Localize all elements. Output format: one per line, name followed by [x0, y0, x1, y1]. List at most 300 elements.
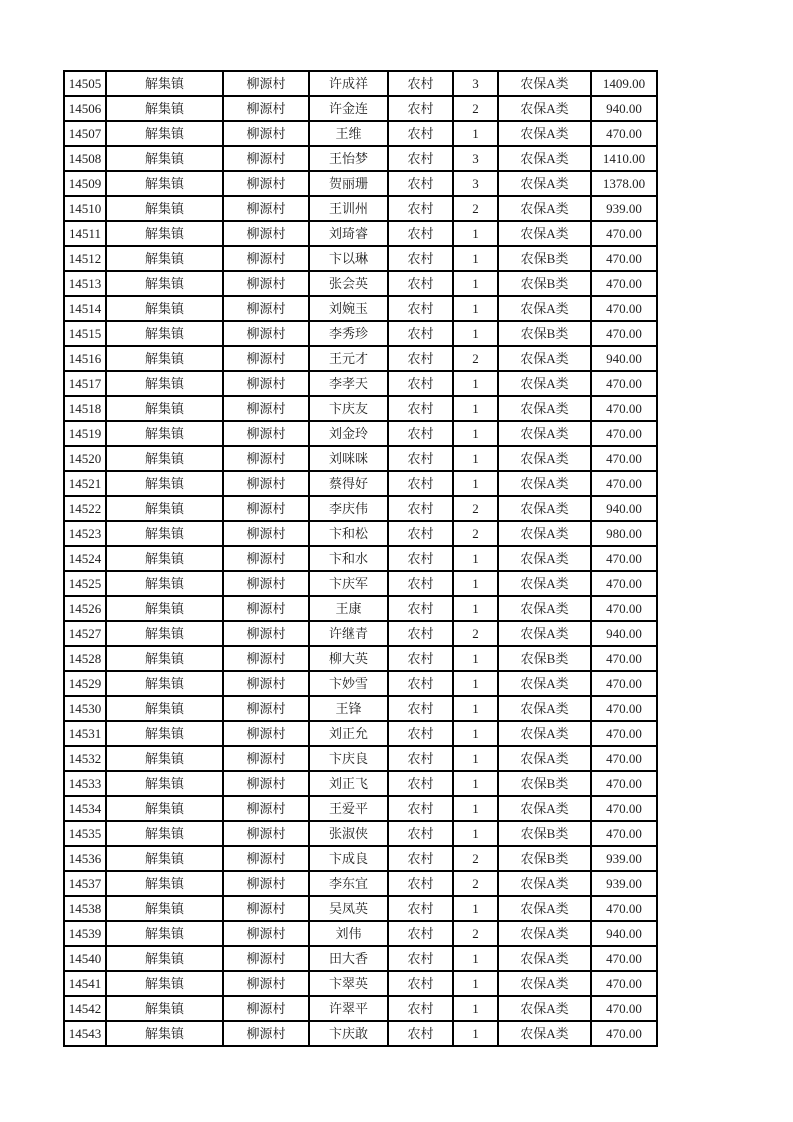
cell-amount: 470.00: [591, 321, 657, 346]
cell-insurance-type: 农保A类: [498, 371, 591, 396]
cell-household-type: 农村: [388, 496, 453, 521]
table-row: [64, 1021, 657, 1046]
cell-town: 解集镇: [106, 296, 223, 321]
cell-village: 柳源村: [223, 796, 309, 821]
cell-household-type: 农村: [388, 421, 453, 446]
cell-seq-no: 14523: [64, 521, 106, 546]
table-row: [64, 796, 657, 821]
cell-seq-no: 14513: [64, 271, 106, 296]
cell-person-count: 3: [453, 171, 498, 196]
cell-insurance-type: 农保B类: [498, 271, 591, 296]
table-row: [64, 771, 657, 796]
cell-insurance-type: 农保A类: [498, 671, 591, 696]
cell-town: 解集镇: [106, 746, 223, 771]
cell-insurance-type: 农保A类: [498, 396, 591, 421]
cell-village: 柳源村: [223, 996, 309, 1021]
cell-seq-no: 14509: [64, 171, 106, 196]
cell-person-name: 卞庆友: [309, 396, 388, 421]
cell-household-type: 农村: [388, 96, 453, 121]
cell-person-name: 王元才: [309, 346, 388, 371]
cell-seq-no: 14533: [64, 771, 106, 796]
cell-town: 解集镇: [106, 771, 223, 796]
table-row: [64, 921, 657, 946]
cell-town: 解集镇: [106, 621, 223, 646]
table-row: [64, 221, 657, 246]
cell-household-type: 农村: [388, 646, 453, 671]
table-row: [64, 846, 657, 871]
cell-village: 柳源村: [223, 121, 309, 146]
cell-person-name: 刘金玲: [309, 421, 388, 446]
cell-household-type: 农村: [388, 621, 453, 646]
cell-amount: 470.00: [591, 996, 657, 1021]
cell-household-type: 农村: [388, 271, 453, 296]
cell-village: 柳源村: [223, 271, 309, 296]
cell-town: 解集镇: [106, 246, 223, 271]
cell-person-name: 卞庆军: [309, 571, 388, 596]
cell-amount: 940.00: [591, 921, 657, 946]
cell-insurance-type: 农保A类: [498, 521, 591, 546]
cell-household-type: 农村: [388, 696, 453, 721]
table-row: [64, 121, 657, 146]
cell-household-type: 农村: [388, 371, 453, 396]
cell-seq-no: 14511: [64, 221, 106, 246]
cell-household-type: 农村: [388, 71, 453, 96]
cell-amount: 470.00: [591, 221, 657, 246]
cell-amount: 1378.00: [591, 171, 657, 196]
cell-person-count: 1: [453, 996, 498, 1021]
cell-village: 柳源村: [223, 396, 309, 421]
cell-person-count: 2: [453, 871, 498, 896]
table-row: [64, 621, 657, 646]
cell-seq-no: 14516: [64, 346, 106, 371]
cell-person-count: 1: [453, 296, 498, 321]
cell-town: 解集镇: [106, 796, 223, 821]
cell-insurance-type: 农保A类: [498, 696, 591, 721]
cell-insurance-type: 农保A类: [498, 471, 591, 496]
cell-person-count: 3: [453, 71, 498, 96]
table-row: [64, 96, 657, 121]
table-row: [64, 321, 657, 346]
cell-village: 柳源村: [223, 821, 309, 846]
cell-person-name: 张会英: [309, 271, 388, 296]
cell-insurance-type: 农保A类: [498, 796, 591, 821]
cell-person-count: 1: [453, 796, 498, 821]
cell-person-count: 1: [453, 696, 498, 721]
cell-person-count: 1: [453, 121, 498, 146]
cell-person-name: 柳大英: [309, 646, 388, 671]
cell-village: 柳源村: [223, 1021, 309, 1046]
cell-person-count: 2: [453, 621, 498, 646]
cell-insurance-type: 农保A类: [498, 621, 591, 646]
cell-town: 解集镇: [106, 571, 223, 596]
table-row: [64, 446, 657, 471]
cell-household-type: 农村: [388, 971, 453, 996]
cell-insurance-type: 农保B类: [498, 646, 591, 671]
cell-town: 解集镇: [106, 896, 223, 921]
cell-village: 柳源村: [223, 346, 309, 371]
cell-person-name: 吴凤英: [309, 896, 388, 921]
table-row: [64, 996, 657, 1021]
table-row: [64, 871, 657, 896]
cell-seq-no: 14530: [64, 696, 106, 721]
cell-seq-no: 14512: [64, 246, 106, 271]
cell-person-name: 刘婉玉: [309, 296, 388, 321]
cell-person-count: 1: [453, 471, 498, 496]
table-row: [64, 171, 657, 196]
cell-insurance-type: 农保B类: [498, 321, 591, 346]
cell-seq-no: 14532: [64, 746, 106, 771]
table-row: [64, 721, 657, 746]
cell-household-type: 农村: [388, 171, 453, 196]
cell-person-count: 1: [453, 546, 498, 571]
cell-seq-no: 14521: [64, 471, 106, 496]
cell-person-name: 李孝天: [309, 371, 388, 396]
cell-insurance-type: 农保A类: [498, 421, 591, 446]
cell-amount: 470.00: [591, 771, 657, 796]
cell-village: 柳源村: [223, 871, 309, 896]
cell-town: 解集镇: [106, 71, 223, 96]
cell-village: 柳源村: [223, 621, 309, 646]
cell-town: 解集镇: [106, 946, 223, 971]
cell-person-name: 卞翠英: [309, 971, 388, 996]
cell-person-count: 1: [453, 321, 498, 346]
cell-town: 解集镇: [106, 696, 223, 721]
cell-person-count: 1: [453, 896, 498, 921]
cell-insurance-type: 农保B类: [498, 771, 591, 796]
cell-person-name: 许金连: [309, 96, 388, 121]
cell-seq-no: 14528: [64, 646, 106, 671]
table-row: [64, 346, 657, 371]
cell-person-count: 1: [453, 596, 498, 621]
cell-village: 柳源村: [223, 746, 309, 771]
cell-amount: 470.00: [591, 896, 657, 921]
table-row: [64, 571, 657, 596]
cell-village: 柳源村: [223, 896, 309, 921]
cell-village: 柳源村: [223, 671, 309, 696]
cell-person-name: 李庆伟: [309, 496, 388, 521]
cell-seq-no: 14519: [64, 421, 106, 446]
cell-town: 解集镇: [106, 496, 223, 521]
cell-household-type: 农村: [388, 521, 453, 546]
cell-insurance-type: 农保A类: [498, 1021, 591, 1046]
cell-town: 解集镇: [106, 371, 223, 396]
cell-person-name: 卞庆敢: [309, 1021, 388, 1046]
cell-insurance-type: 农保A类: [498, 546, 591, 571]
cell-person-name: 王训州: [309, 196, 388, 221]
cell-town: 解集镇: [106, 821, 223, 846]
cell-town: 解集镇: [106, 146, 223, 171]
cell-amount: 470.00: [591, 721, 657, 746]
cell-seq-no: 14540: [64, 946, 106, 971]
cell-town: 解集镇: [106, 921, 223, 946]
cell-seq-no: 14542: [64, 996, 106, 1021]
cell-seq-no: 14531: [64, 721, 106, 746]
cell-seq-no: 14537: [64, 871, 106, 896]
cell-household-type: 农村: [388, 546, 453, 571]
cell-town: 解集镇: [106, 721, 223, 746]
cell-amount: 470.00: [591, 646, 657, 671]
cell-village: 柳源村: [223, 146, 309, 171]
cell-town: 解集镇: [106, 346, 223, 371]
cell-household-type: 农村: [388, 396, 453, 421]
cell-amount: 470.00: [591, 421, 657, 446]
cell-amount: 980.00: [591, 521, 657, 546]
cell-village: 柳源村: [223, 196, 309, 221]
cell-seq-no: 14525: [64, 571, 106, 596]
cell-person-count: 1: [453, 446, 498, 471]
cell-amount: 470.00: [591, 796, 657, 821]
cell-town: 解集镇: [106, 521, 223, 546]
cell-person-name: 许继青: [309, 621, 388, 646]
cell-person-name: 刘咪咪: [309, 446, 388, 471]
cell-seq-no: 14538: [64, 896, 106, 921]
cell-person-count: 1: [453, 571, 498, 596]
table-row: [64, 71, 657, 96]
cell-insurance-type: 农保A类: [498, 921, 591, 946]
cell-amount: 470.00: [591, 246, 657, 271]
cell-household-type: 农村: [388, 721, 453, 746]
cell-amount: 470.00: [591, 296, 657, 321]
cell-village: 柳源村: [223, 771, 309, 796]
cell-insurance-type: 农保A类: [498, 446, 591, 471]
cell-person-name: 王维: [309, 121, 388, 146]
cell-seq-no: 14505: [64, 71, 106, 96]
cell-amount: 940.00: [591, 496, 657, 521]
cell-village: 柳源村: [223, 646, 309, 671]
cell-village: 柳源村: [223, 946, 309, 971]
cell-household-type: 农村: [388, 921, 453, 946]
cell-amount: 470.00: [591, 446, 657, 471]
cell-amount: 470.00: [591, 371, 657, 396]
cell-amount: 470.00: [591, 571, 657, 596]
cell-village: 柳源村: [223, 921, 309, 946]
cell-household-type: 农村: [388, 596, 453, 621]
cell-insurance-type: 农保A类: [498, 596, 591, 621]
cell-seq-no: 14539: [64, 921, 106, 946]
cell-household-type: 农村: [388, 796, 453, 821]
cell-person-name: 刘正飞: [309, 771, 388, 796]
cell-village: 柳源村: [223, 971, 309, 996]
table-row: [64, 646, 657, 671]
cell-insurance-type: 农保A类: [498, 896, 591, 921]
cell-insurance-type: 农保A类: [498, 571, 591, 596]
cell-seq-no: 14543: [64, 1021, 106, 1046]
cell-seq-no: 14522: [64, 496, 106, 521]
table-row: [64, 696, 657, 721]
cell-insurance-type: 农保A类: [498, 871, 591, 896]
cell-person-count: 3: [453, 146, 498, 171]
cell-amount: 470.00: [591, 946, 657, 971]
cell-person-count: 1: [453, 721, 498, 746]
table-row: [64, 671, 657, 696]
payment-table: [63, 70, 658, 1047]
cell-amount: 939.00: [591, 846, 657, 871]
cell-person-count: 2: [453, 521, 498, 546]
cell-town: 解集镇: [106, 1021, 223, 1046]
cell-insurance-type: 农保B类: [498, 846, 591, 871]
cell-amount: 470.00: [591, 971, 657, 996]
cell-town: 解集镇: [106, 396, 223, 421]
cell-seq-no: 14510: [64, 196, 106, 221]
cell-person-count: 2: [453, 846, 498, 871]
cell-village: 柳源村: [223, 696, 309, 721]
cell-household-type: 农村: [388, 571, 453, 596]
cell-person-name: 王怡梦: [309, 146, 388, 171]
table-row: [64, 971, 657, 996]
cell-person-name: 卞以琳: [309, 246, 388, 271]
cell-household-type: 农村: [388, 771, 453, 796]
table-row: [64, 471, 657, 496]
cell-town: 解集镇: [106, 171, 223, 196]
cell-person-count: 1: [453, 1021, 498, 1046]
cell-amount: 470.00: [591, 396, 657, 421]
cell-household-type: 农村: [388, 746, 453, 771]
cell-household-type: 农村: [388, 146, 453, 171]
cell-person-count: 1: [453, 746, 498, 771]
cell-seq-no: 14506: [64, 96, 106, 121]
cell-household-type: 农村: [388, 296, 453, 321]
cell-person-name: 卞和松: [309, 521, 388, 546]
cell-seq-no: 14541: [64, 971, 106, 996]
cell-person-count: 2: [453, 921, 498, 946]
cell-amount: 1409.00: [591, 71, 657, 96]
cell-insurance-type: 农保A类: [498, 346, 591, 371]
cell-insurance-type: 农保A类: [498, 971, 591, 996]
table-row: [64, 896, 657, 921]
cell-town: 解集镇: [106, 846, 223, 871]
cell-amount: 939.00: [591, 196, 657, 221]
cell-town: 解集镇: [106, 446, 223, 471]
table-row: [64, 396, 657, 421]
cell-insurance-type: 农保B类: [498, 821, 591, 846]
cell-village: 柳源村: [223, 596, 309, 621]
cell-town: 解集镇: [106, 196, 223, 221]
cell-seq-no: 14517: [64, 371, 106, 396]
cell-village: 柳源村: [223, 571, 309, 596]
cell-household-type: 农村: [388, 121, 453, 146]
cell-person-name: 李东宜: [309, 871, 388, 896]
cell-seq-no: 14520: [64, 446, 106, 471]
cell-town: 解集镇: [106, 471, 223, 496]
cell-household-type: 农村: [388, 346, 453, 371]
cell-insurance-type: 农保A类: [498, 71, 591, 96]
cell-person-count: 1: [453, 971, 498, 996]
cell-village: 柳源村: [223, 546, 309, 571]
cell-seq-no: 14527: [64, 621, 106, 646]
cell-amount: 470.00: [591, 671, 657, 696]
cell-seq-no: 14515: [64, 321, 106, 346]
table-row: [64, 596, 657, 621]
cell-insurance-type: 农保A类: [498, 96, 591, 121]
cell-person-count: 2: [453, 196, 498, 221]
cell-person-name: 卞成良: [309, 846, 388, 871]
table-row: [64, 296, 657, 321]
cell-seq-no: 14507: [64, 121, 106, 146]
cell-insurance-type: 农保A类: [498, 121, 591, 146]
cell-amount: 940.00: [591, 96, 657, 121]
cell-village: 柳源村: [223, 296, 309, 321]
cell-household-type: 农村: [388, 996, 453, 1021]
cell-seq-no: 14526: [64, 596, 106, 621]
table-row: [64, 271, 657, 296]
cell-village: 柳源村: [223, 496, 309, 521]
cell-village: 柳源村: [223, 246, 309, 271]
cell-seq-no: 14518: [64, 396, 106, 421]
table-row: [64, 746, 657, 771]
cell-amount: 940.00: [591, 346, 657, 371]
cell-town: 解集镇: [106, 671, 223, 696]
table-row: [64, 421, 657, 446]
cell-village: 柳源村: [223, 96, 309, 121]
cell-household-type: 农村: [388, 821, 453, 846]
cell-person-name: 张淑侠: [309, 821, 388, 846]
cell-person-name: 贺丽珊: [309, 171, 388, 196]
cell-amount: 470.00: [591, 471, 657, 496]
cell-seq-no: 14536: [64, 846, 106, 871]
cell-person-count: 1: [453, 646, 498, 671]
cell-insurance-type: 农保A类: [498, 296, 591, 321]
cell-seq-no: 14529: [64, 671, 106, 696]
cell-person-name: 卞妙雪: [309, 671, 388, 696]
cell-household-type: 农村: [388, 446, 453, 471]
cell-insurance-type: 农保A类: [498, 171, 591, 196]
cell-household-type: 农村: [388, 871, 453, 896]
cell-amount: 470.00: [591, 596, 657, 621]
cell-person-count: 2: [453, 496, 498, 521]
cell-household-type: 农村: [388, 246, 453, 271]
cell-person-name: 刘正允: [309, 721, 388, 746]
cell-person-count: 1: [453, 821, 498, 846]
cell-household-type: 农村: [388, 946, 453, 971]
cell-person-name: 刘伟: [309, 921, 388, 946]
cell-town: 解集镇: [106, 96, 223, 121]
cell-person-count: 1: [453, 396, 498, 421]
table-row: [64, 496, 657, 521]
cell-household-type: 农村: [388, 896, 453, 921]
cell-person-count: 1: [453, 221, 498, 246]
cell-town: 解集镇: [106, 421, 223, 446]
cell-amount: 470.00: [591, 546, 657, 571]
cell-town: 解集镇: [106, 646, 223, 671]
cell-town: 解集镇: [106, 221, 223, 246]
cell-person-name: 卞庆良: [309, 746, 388, 771]
table-row: [64, 371, 657, 396]
cell-amount: 1410.00: [591, 146, 657, 171]
cell-seq-no: 14508: [64, 146, 106, 171]
cell-insurance-type: 农保A类: [498, 996, 591, 1021]
cell-village: 柳源村: [223, 421, 309, 446]
cell-person-count: 1: [453, 271, 498, 296]
cell-household-type: 农村: [388, 471, 453, 496]
cell-person-name: 卞和水: [309, 546, 388, 571]
cell-insurance-type: 农保A类: [498, 146, 591, 171]
cell-person-count: 1: [453, 671, 498, 696]
cell-household-type: 农村: [388, 321, 453, 346]
cell-village: 柳源村: [223, 521, 309, 546]
cell-village: 柳源村: [223, 471, 309, 496]
cell-person-name: 李秀珍: [309, 321, 388, 346]
cell-person-name: 田大香: [309, 946, 388, 971]
cell-insurance-type: 农保A类: [498, 496, 591, 521]
cell-insurance-type: 农保A类: [498, 221, 591, 246]
cell-amount: 470.00: [591, 271, 657, 296]
table-row: [64, 196, 657, 221]
cell-person-name: 王锋: [309, 696, 388, 721]
cell-amount: 470.00: [591, 821, 657, 846]
cell-person-name: 王爱平: [309, 796, 388, 821]
cell-household-type: 农村: [388, 846, 453, 871]
cell-town: 解集镇: [106, 321, 223, 346]
